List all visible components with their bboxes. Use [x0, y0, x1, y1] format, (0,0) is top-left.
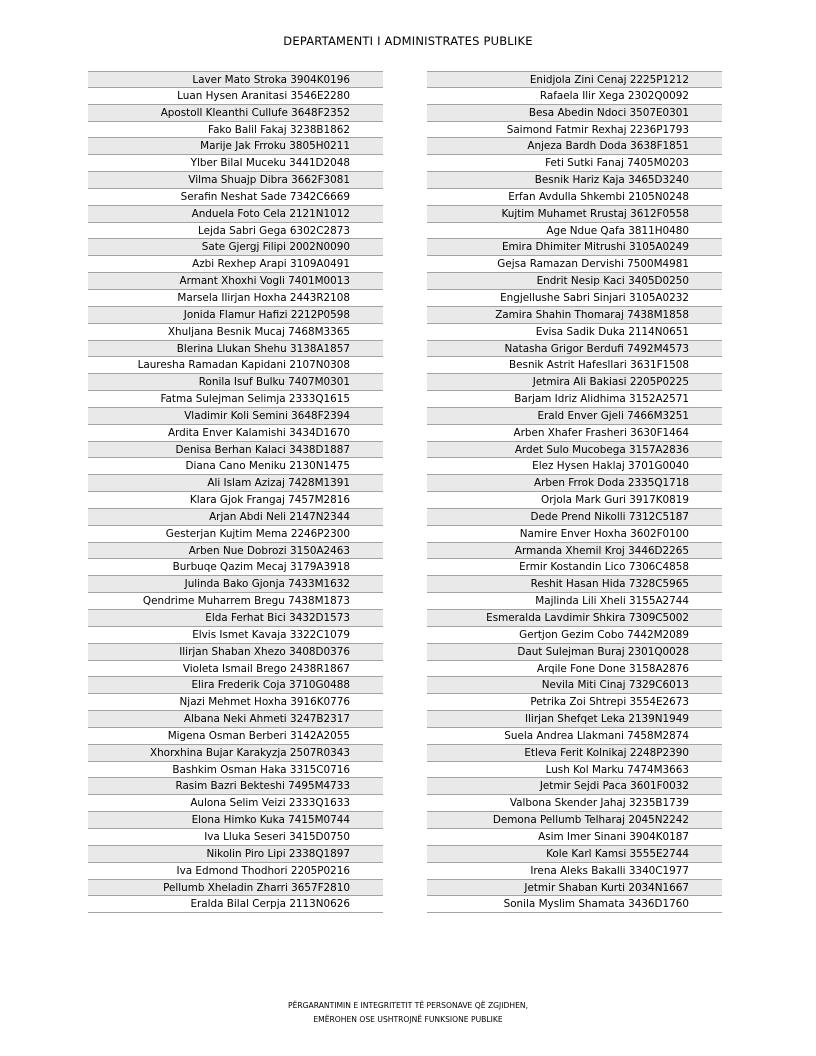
list-item: Arben Xhafer Frasheri 3630F1464 — [427, 425, 722, 442]
list-item: Majlinda Lili Xheli 3155A2744 — [427, 593, 722, 610]
list-item: Lauresha Ramadan Kapidani 2107N0308 — [88, 357, 383, 374]
list-item: Luan Hysen Aranitasi 3546E2280 — [88, 88, 383, 105]
left-name-list — [88, 71, 383, 913]
list-item: Feti Sutki Fanaj 7405M0203 — [427, 155, 722, 172]
list-item: Diana Cano Meniku 2130N1475 — [88, 458, 383, 475]
list-item: Burbuqe Qazim Mecaj 3179A3918 — [88, 559, 383, 576]
list-item: Marije Jak Frroku 3805H0211 — [88, 138, 383, 155]
list-item: Zamira Shahin Thomaraj 7438M1858 — [427, 307, 722, 324]
list-item: Vilma Shuajp Dibra 3662F3081 — [88, 172, 383, 189]
footer-line-2: EMËROHEN OSE USHTROJNË FUNKSIONE PUBLIKE — [313, 1015, 503, 1024]
list-item: Qendrime Muharrem Bregu 7438M1873 — [88, 593, 383, 610]
list-item: Iva Edmond Thodhori 2205P0216 — [88, 863, 383, 880]
list-item: Ermir Kostandin Lico 7306C4858 — [427, 559, 722, 576]
list-item: Natasha Grigor Berdufi 7492M4573 — [427, 341, 722, 358]
list-item: Laver Mato Stroka 3904K0196 — [88, 71, 383, 88]
page-title: DEPARTAMENTI I ADMINISTRATES PUBLIKE — [283, 34, 533, 48]
list-item: Jetmir Shaban Kurti 2034N1667 — [427, 880, 722, 897]
list-item: Reshit Hasan Hida 7328C5965 — [427, 576, 722, 593]
list-item: Jonida Flamur Hafizi 2212P0598 — [88, 307, 383, 324]
list-item: Endrit Nesip Kaci 3405D0250 — [427, 273, 722, 290]
list-item: Serafin Neshat Sade 7342C6669 — [88, 189, 383, 206]
list-item: Barjam Idriz Alidhima 3152A2571 — [427, 391, 722, 408]
list-item: Rafaela Ilir Xega 2302Q0092 — [427, 88, 722, 105]
list-item: Demona Pellumb Telharaj 2045N2242 — [427, 812, 722, 829]
list-item: Julinda Bako Gjonja 7433M1632 — [88, 576, 383, 593]
list-item: Evisa Sadik Duka 2114N0651 — [427, 324, 722, 341]
list-item: Fatma Sulejman Selimja 2333Q1615 — [88, 391, 383, 408]
list-item: Namire Enver Hoxha 3602F0100 — [427, 526, 722, 543]
list-item: Arben Frrok Doda 2335Q1718 — [427, 475, 722, 492]
list-item: Aulona Selim Veizi 2333Q1633 — [88, 795, 383, 812]
list-item: Marsela Ilirjan Hoxha 2443R2108 — [88, 290, 383, 307]
list-item: Ylber Bilal Muceku 3441D2048 — [88, 155, 383, 172]
list-item: Vladimir Koli Semini 3648F2394 — [88, 408, 383, 425]
list-item: Esmeralda Lavdimir Shkira 7309C5002 — [427, 610, 722, 627]
list-item: Elira Frederik Coja 3710G0488 — [88, 677, 383, 694]
list-item: Orjola Mark Guri 3917K0819 — [427, 492, 722, 509]
list-item: Arjan Abdi Neli 2147N2344 — [88, 509, 383, 526]
list-item: Sonila Myslim Shamata 3436D1760 — [427, 896, 722, 913]
list-item: Age Ndue Qafa 3811H0480 — [427, 223, 722, 240]
list-item: Besnik Astrit Hafesllari 3631F1508 — [427, 357, 722, 374]
list-item: Valbona Skender Jahaj 3235B1739 — [427, 795, 722, 812]
list-item: Daut Sulejman Buraj 2301Q0028 — [427, 644, 722, 661]
footer — [0, 999, 816, 1027]
list-item: Jetmir Sejdi Paca 3601F0032 — [427, 778, 722, 795]
list-item: Arben Nue Dobrozi 3150A2463 — [88, 543, 383, 560]
list-item: Jetmira Ali Bakiasi 2205P0225 — [427, 374, 722, 391]
list-item: Violeta Ismail Brego 2438R1867 — [88, 661, 383, 678]
list-item: Arqile Fone Done 3158A2876 — [427, 661, 722, 678]
list-item: Anduela Foto Cela 2121N1012 — [88, 206, 383, 223]
list-item: Sate Gjergj Filipi 2002N0090 — [88, 239, 383, 256]
list-item: Saimond Fatmir Rexhaj 2236P1793 — [427, 122, 722, 139]
list-item: Blerina Llukan Shehu 3138A1857 — [88, 341, 383, 358]
list-item: Denisa Berhan Kalaci 3438D1887 — [88, 442, 383, 459]
list-item: Rasim Bazri Bekteshi 7495M4733 — [88, 778, 383, 795]
list-item: Albana Neki Ahmeti 3247B2317 — [88, 711, 383, 728]
list-item: Erald Enver Gjeli 7466M3251 — [427, 408, 722, 425]
list-item: Anjeza Bardh Doda 3638F1851 — [427, 138, 722, 155]
list-item: Elvis Ismet Kavaja 3322C1079 — [88, 627, 383, 644]
list-item: Gesterjan Kujtim Mema 2246P2300 — [88, 526, 383, 543]
list-item: Ardet Sulo Mucobega 3157A2836 — [427, 442, 722, 459]
list-item: Fako Balil Fakaj 3238B1862 — [88, 122, 383, 139]
list-item: Lejda Sabri Gega 6302C2873 — [88, 223, 383, 240]
list-item: Armant Xhoxhi Vogli 7401M0013 — [88, 273, 383, 290]
list-item: Etleva Ferit Kolnikaj 2248P2390 — [427, 745, 722, 762]
list-item: Irena Aleks Bakalli 3340C1977 — [427, 863, 722, 880]
list-item: Elona Himko Kuka 7415M0744 — [88, 812, 383, 829]
list-item: Gejsa Ramazan Dervishi 7500M4981 — [427, 256, 722, 273]
list-item: Eralda Bilal Cerpja 2113N0626 — [88, 896, 383, 913]
list-item: Asim Imer Sinani 3904K0187 — [427, 829, 722, 846]
list-item: Elez Hysen Haklaj 3701G0040 — [427, 458, 722, 475]
list-item: Nevila Miti Cinaj 7329C6013 — [427, 677, 722, 694]
list-item: Suela Andrea Llakmani 7458M2874 — [427, 728, 722, 745]
list-item: Nikolin Piro Lipi 2338Q1897 — [88, 846, 383, 863]
list-item: Njazi Mehmet Hoxha 3916K0776 — [88, 694, 383, 711]
list-item: Ronila Isuf Bulku 7407M0301 — [88, 374, 383, 391]
list-item: Enidjola Zini Cenaj 2225P1212 — [427, 71, 722, 88]
list-item: Lush Kol Marku 7474M3663 — [427, 762, 722, 779]
list-item: Emira Dhimiter Mitrushi 3105A0249 — [427, 239, 722, 256]
list-item: Engjellushe Sabri Sinjari 3105A0232 — [427, 290, 722, 307]
list-item: Armanda Xhemil Kroj 3446D2265 — [427, 543, 722, 560]
list-item: Kujtim Muhamet Rrustaj 3612F0558 — [427, 206, 722, 223]
list-item: Petrika Zoi Shtrepi 3554E2673 — [427, 694, 722, 711]
list-item: Ardita Enver Kalamishi 3434D1670 — [88, 425, 383, 442]
list-item: Erfan Avdulla Shkembi 2105N0248 — [427, 189, 722, 206]
list-item: Besa Abedin Ndoci 3507E0301 — [427, 105, 722, 122]
list-item: Azbi Rexhep Arapi 3109A0491 — [88, 256, 383, 273]
list-item: Migena Osman Berberi 3142A2055 — [88, 728, 383, 745]
list-item: Gertjon Gezim Cobo 7442M2089 — [427, 627, 722, 644]
list-item: Pellumb Xheladin Zharri 3657F2810 — [88, 880, 383, 897]
right-name-list — [427, 71, 722, 913]
list-item: Klara Gjok Frangaj 7457M2816 — [88, 492, 383, 509]
list-item: Kole Karl Kamsi 3555E2744 — [427, 846, 722, 863]
list-item: Xhorxhina Bujar Karakyzja 2507R0343 — [88, 745, 383, 762]
list-item: Elda Ferhat Bici 3432D1573 — [88, 610, 383, 627]
list-item: Xhuljana Besnik Mucaj 7468M3365 — [88, 324, 383, 341]
list-item: Bashkim Osman Haka 3315C0716 — [88, 762, 383, 779]
list-item: Besnik Hariz Kaja 3465D3240 — [427, 172, 722, 189]
list-item: Iva Lluka Seseri 3415D0750 — [88, 829, 383, 846]
list-item: Apostoll Kleanthi Cullufe 3648F2352 — [88, 105, 383, 122]
footer-line-1: PËRGARANTIMIN E INTEGRITETIT TË PERSONAVE QË ZGJIDHEN, — [288, 1001, 528, 1010]
list-item: Ilirjan Shaban Xhezo 3408D0376 — [88, 644, 383, 661]
list-item: Dede Prend Nikolli 7312C5187 — [427, 509, 722, 526]
list-item: Ilirjan Shefqet Leka 2139N1949 — [427, 711, 722, 728]
list-item: Ali Islam Azizaj 7428M1391 — [88, 475, 383, 492]
